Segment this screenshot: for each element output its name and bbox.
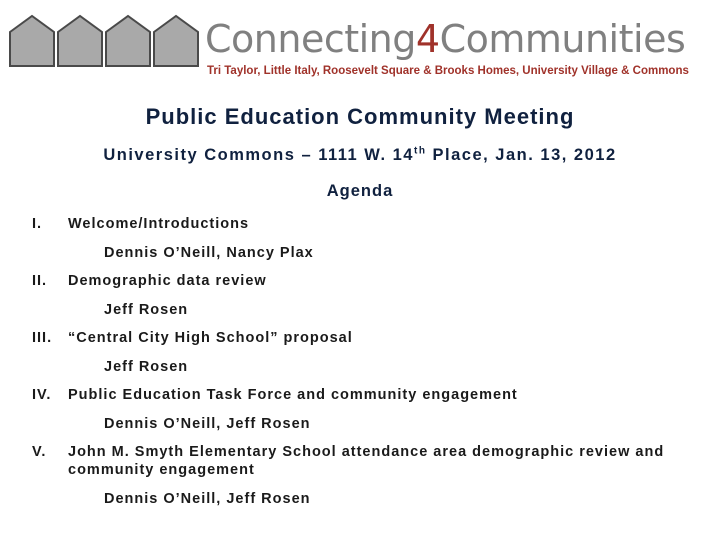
- agenda-item-title: John M. Smyth Elementary School attendance area demographic review and community engagement: [68, 444, 665, 478]
- agenda-item-title: Welcome/Introductions: [68, 216, 250, 232]
- brand-tagline: Tri Taylor, Little Italy, Roosevelt Square & Brooks Homes, University Village & Commons: [207, 65, 689, 77]
- agenda-item: [32, 439, 692, 514]
- agenda-list: [32, 211, 692, 514]
- agenda-item-presenters: Dennis O’Neill, Jeff Rosen: [104, 416, 311, 432]
- agenda-item: [32, 211, 692, 268]
- agenda-heading: Agenda: [326, 182, 394, 200]
- agenda-item-presenters: Jeff Rosen: [104, 359, 189, 375]
- agenda-item: [32, 382, 692, 439]
- houses-logo-icon: [6, 10, 202, 70]
- agenda-item-presenters: Dennis O’Neill, Jeff Rosen: [104, 491, 311, 507]
- agenda-item-number: V.: [32, 444, 47, 460]
- meeting-location-date: University Commons – 1111 W. 14th Place, Jan. 13, 2012: [103, 145, 617, 164]
- agenda-item-title: Demographic data review: [68, 273, 267, 289]
- meeting-title: Public Education Community Meeting: [145, 104, 575, 129]
- agenda-item-presenters: Dennis O’Neill, Nancy Plax: [104, 245, 314, 261]
- header: [0, 0, 720, 90]
- agenda-item: [32, 325, 692, 382]
- brand-title: Connecting4Communities: [205, 17, 686, 61]
- agenda-item: [32, 268, 692, 325]
- agenda-item-number: III.: [32, 330, 53, 346]
- agenda-item-number: I.: [32, 216, 43, 232]
- agenda-item-title: Public Education Task Force and community engagement: [68, 387, 518, 403]
- agenda-item-number: IV.: [32, 387, 52, 403]
- agenda-item-number: II.: [32, 273, 48, 289]
- agenda-item-presenters: Jeff Rosen: [104, 302, 189, 318]
- agenda-item-title: “Central City High School” proposal: [68, 330, 353, 346]
